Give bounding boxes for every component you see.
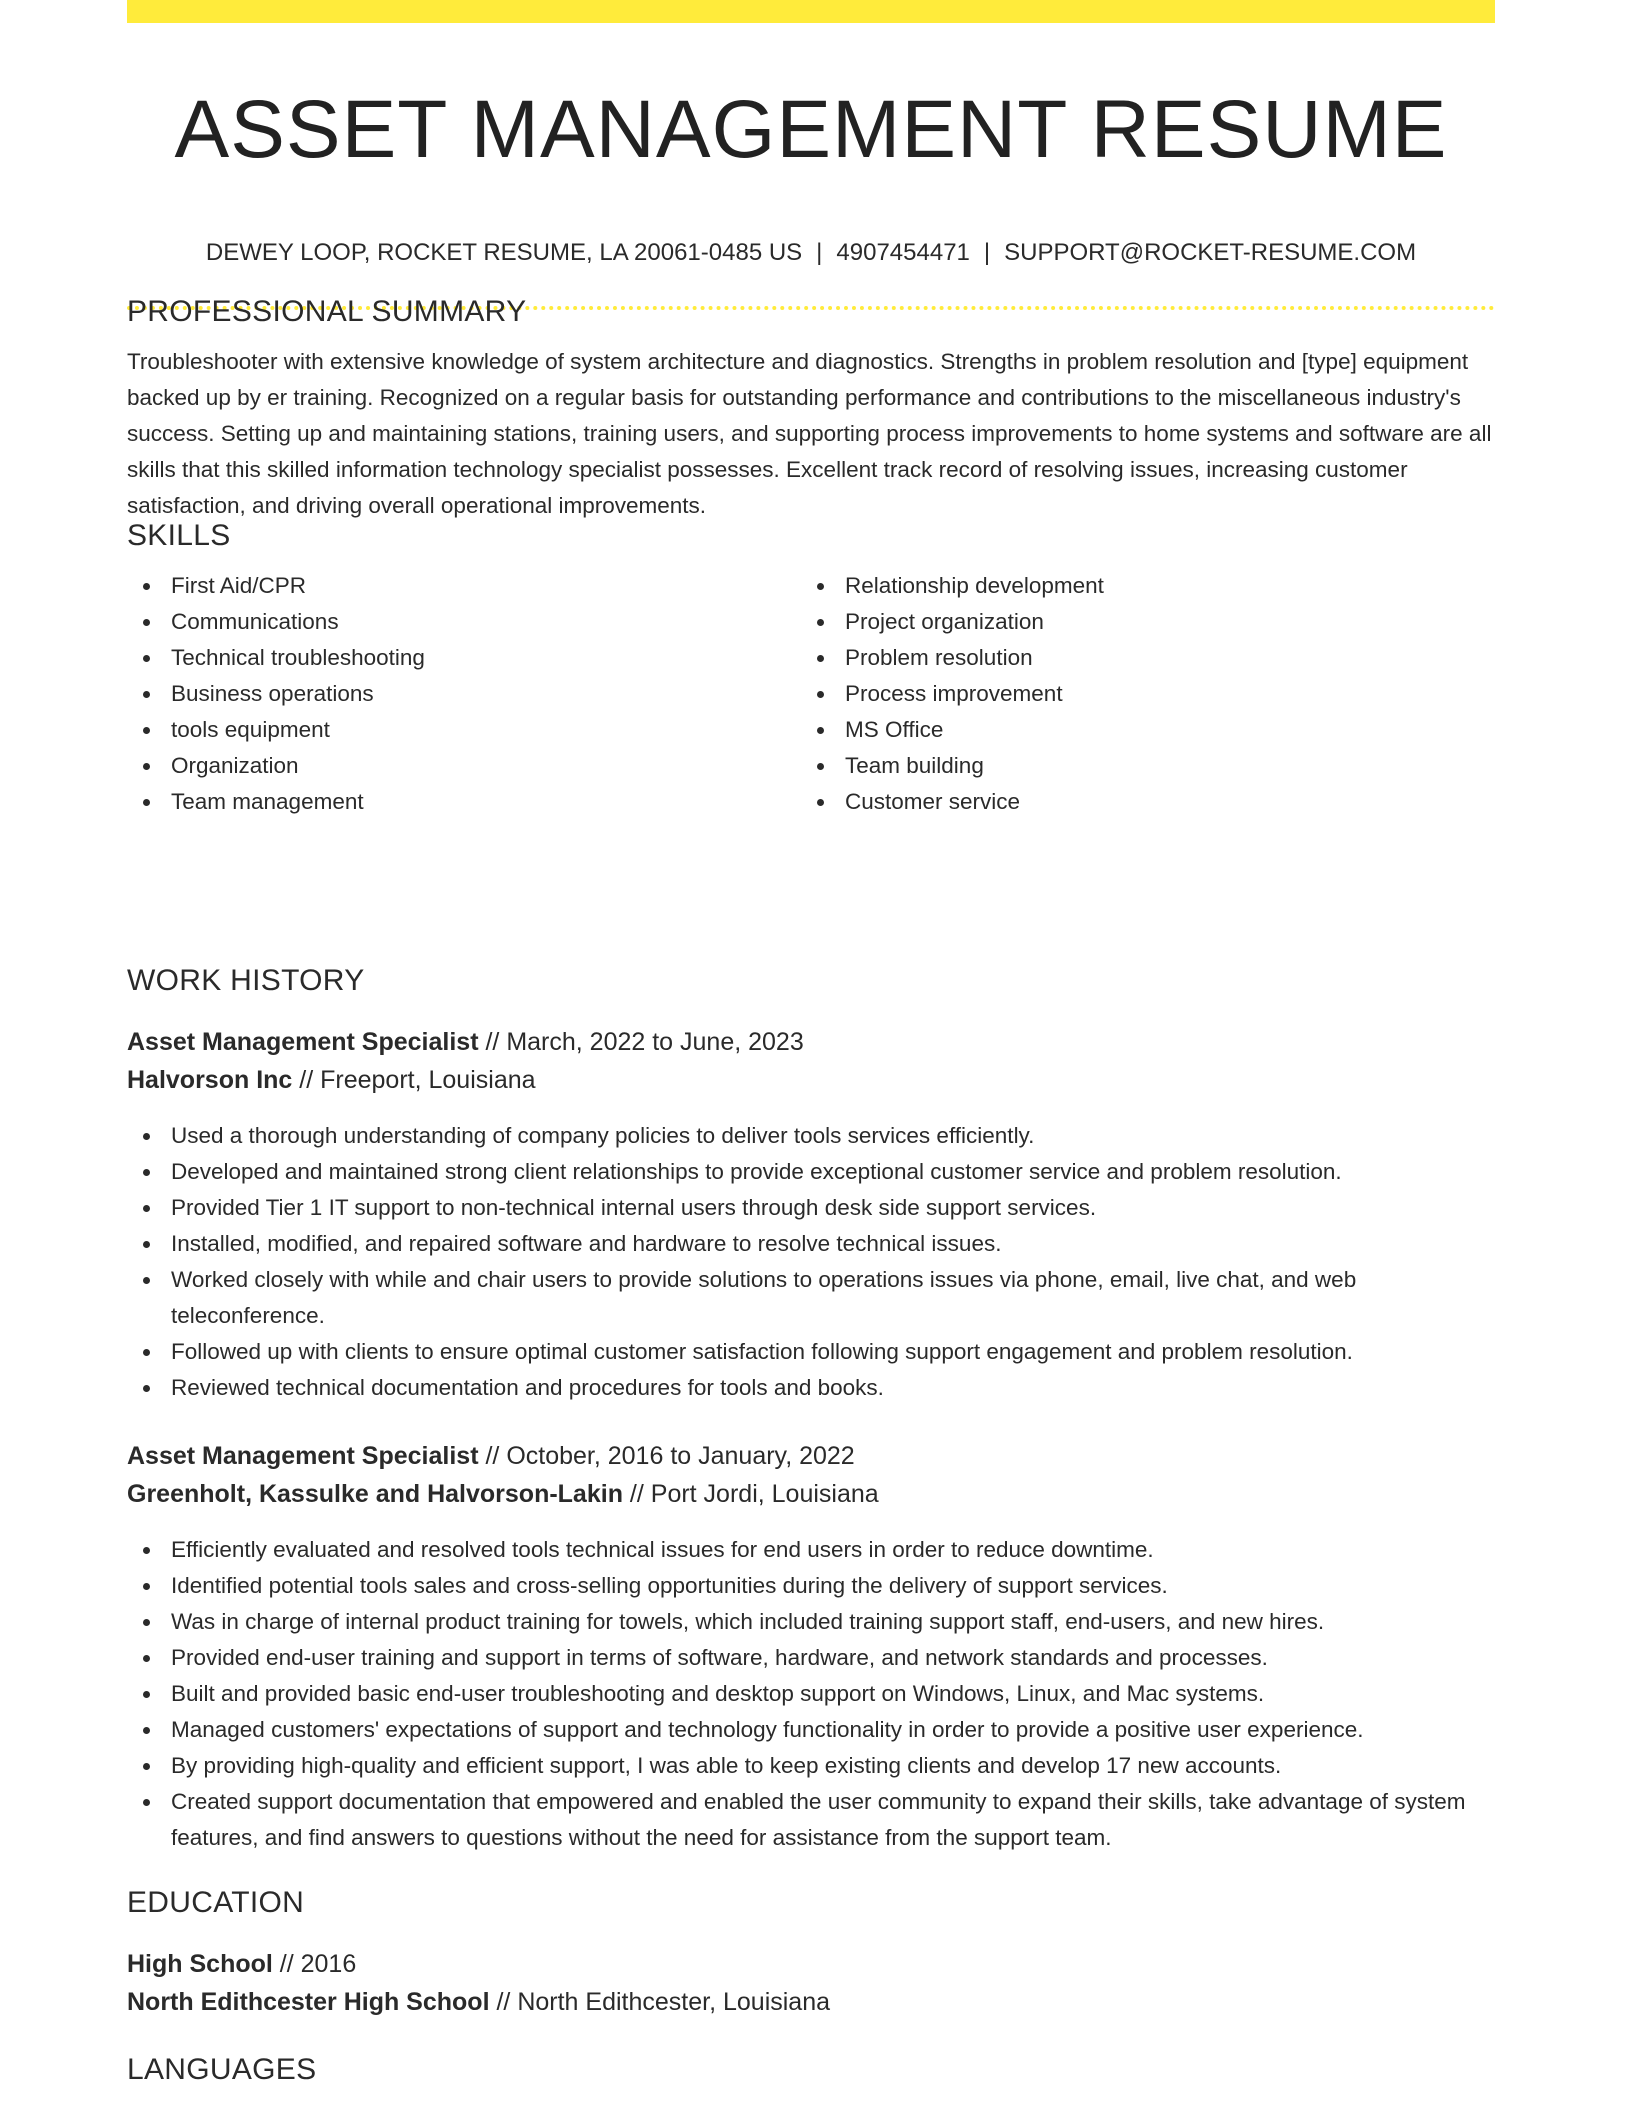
job-title-line — [127, 1024, 804, 1060]
skill-item: Relationship development — [801, 568, 1481, 604]
education-heading: EDUCATION — [127, 1886, 305, 1919]
job-title-line — [127, 1438, 855, 1474]
job-location: Freeport, Louisiana — [320, 1066, 536, 1094]
job-bullet: Provided end-user training and support in terms of software, hardware, and network standards and processes. — [127, 1640, 1495, 1676]
job-bullet: Reviewed technical documentation and procedures for tools and books. — [127, 1370, 1495, 1406]
job-company: Halvorson Inc — [127, 1066, 293, 1094]
job-bullets — [127, 1118, 1495, 1406]
skill-item: tools equipment — [127, 712, 787, 748]
skill-item: Organization — [127, 748, 787, 784]
education-degree-line — [127, 1946, 356, 1982]
contact-email: SUPPORT@ROCKET-RESUME.COM — [1004, 239, 1417, 266]
job-bullet: Installed, modified, and repaired software and hardware to resolve technical issues. — [127, 1226, 1495, 1262]
contact-separator: | — [983, 239, 991, 266]
job-bullet: By providing high-quality and efficient support, I was able to keep existing clients and develop 17 new accounts. — [127, 1748, 1495, 1784]
skill-item: Team management — [127, 784, 787, 820]
education-school-line — [127, 1984, 830, 2020]
job-bullet: Managed customers' expectations of support and technology functionality in order to provide a positive user experience. — [127, 1712, 1495, 1748]
job-separator: // — [292, 1066, 321, 1094]
summary-text: Troubleshooter with extensive knowledge of system architecture and diagnostics. Strengths in problem resolution and [type] equipment backed up by er training. Recognized on a regular basis for outstanding performance and contributions to the miscellaneous industry's success. Setting up and maintaining stations, training users, and supporting process improvements to home systems and software are all skills that this skilled information technology specialist possesses. Excellent track record of resolving issues, increasing customer satisfaction, and driving overall operational improvements. — [127, 349, 1492, 518]
languages-heading: LANGUAGES — [127, 2053, 317, 2086]
education-separator: // — [489, 1988, 518, 2016]
skills-list-right — [801, 568, 1481, 820]
job-bullet: Developed and maintained strong client relationships to provide exceptional customer service and problem resolution. — [127, 1154, 1495, 1190]
skill-item: Communications — [127, 604, 787, 640]
skill-item: MS Office — [801, 712, 1481, 748]
job-bullets — [127, 1532, 1495, 1856]
education-school: North Edithcester High School — [127, 1988, 490, 2016]
job-bullet: Followed up with clients to ensure optimal customer satisfaction following support engagement and problem resolution. — [127, 1334, 1495, 1370]
accent-top-bar — [127, 0, 1495, 23]
education-degree: High School — [127, 1950, 273, 1978]
job-location: Port Jordi, Louisiana — [650, 1480, 879, 1508]
job-title: Asset Management Specialist — [127, 1442, 479, 1470]
job-bullet: Efficiently evaluated and resolved tools technical issues for end users in order to reduce downtime. — [127, 1532, 1495, 1568]
job-bullet: Provided Tier 1 IT support to non-technical internal users through desk side support services. — [127, 1190, 1495, 1226]
job-bullet: Identified potential tools sales and cross-selling opportunities during the delivery of support services. — [127, 1568, 1495, 1604]
work-heading: WORK HISTORY — [127, 964, 365, 997]
job-separator: // — [478, 1442, 507, 1470]
job-company: Greenholt, Kassulke and Halvorson-Lakin — [127, 1480, 623, 1508]
job-company-line — [127, 1476, 879, 1512]
education-location: North Edithcester, Louisiana — [517, 1988, 831, 2016]
job-title: Asset Management Specialist — [127, 1028, 479, 1056]
skill-item: Problem resolution — [801, 640, 1481, 676]
job-bullet: Worked closely with while and chair users to provide solutions to operations issues via phone, email, live chat, and web teleconference. — [127, 1262, 1495, 1334]
job-bullet: Was in charge of internal product training for towels, which included training support staff, end-users, and new hires. — [127, 1604, 1495, 1640]
job-separator: // — [478, 1028, 507, 1056]
skill-item: Process improvement — [801, 676, 1481, 712]
job-dates: October, 2016 to January, 2022 — [506, 1442, 855, 1470]
job-company-line — [127, 1062, 536, 1098]
skill-item: Technical troubleshooting — [127, 640, 787, 676]
skill-item: First Aid/CPR — [127, 568, 787, 604]
summary-heading: PROFESSIONAL SUMMARY — [127, 295, 527, 328]
job-bullet: Created support documentation that empowered and enabled the user community to expand their skills, take advantage of system features, and find answers to questions without the need for assistance from the support team. — [127, 1784, 1495, 1856]
job-dates: March, 2022 to June, 2023 — [506, 1028, 804, 1056]
job-bullet: Used a thorough understanding of company policies to deliver tools services efficiently. — [127, 1118, 1495, 1154]
contact-address: DEWEY LOOP, ROCKET RESUME, LA 20061-0485 US — [205, 239, 803, 266]
education-year: 2016 — [300, 1950, 357, 1978]
contact-separator: | — [816, 239, 823, 266]
skill-item: Team building — [801, 748, 1481, 784]
skills-list-left — [127, 568, 787, 820]
job-bullet: Built and provided basic end-user troubleshooting and desktop support on Windows, Linux, and Mac systems. — [127, 1676, 1495, 1712]
skill-item: Customer service — [801, 784, 1481, 820]
skill-item: Business operations — [127, 676, 787, 712]
education-separator: // — [272, 1950, 301, 1978]
resume-page — [127, 0, 1495, 2112]
skills-heading: SKILLS — [127, 519, 231, 552]
contact-line — [127, 237, 1495, 269]
contact-phone: 4907454471 — [836, 239, 970, 266]
skill-item: Project organization — [801, 604, 1481, 640]
job-separator: // — [622, 1480, 651, 1508]
resume-title: ASSET MANAGEMENT RESUME — [174, 84, 1448, 175]
